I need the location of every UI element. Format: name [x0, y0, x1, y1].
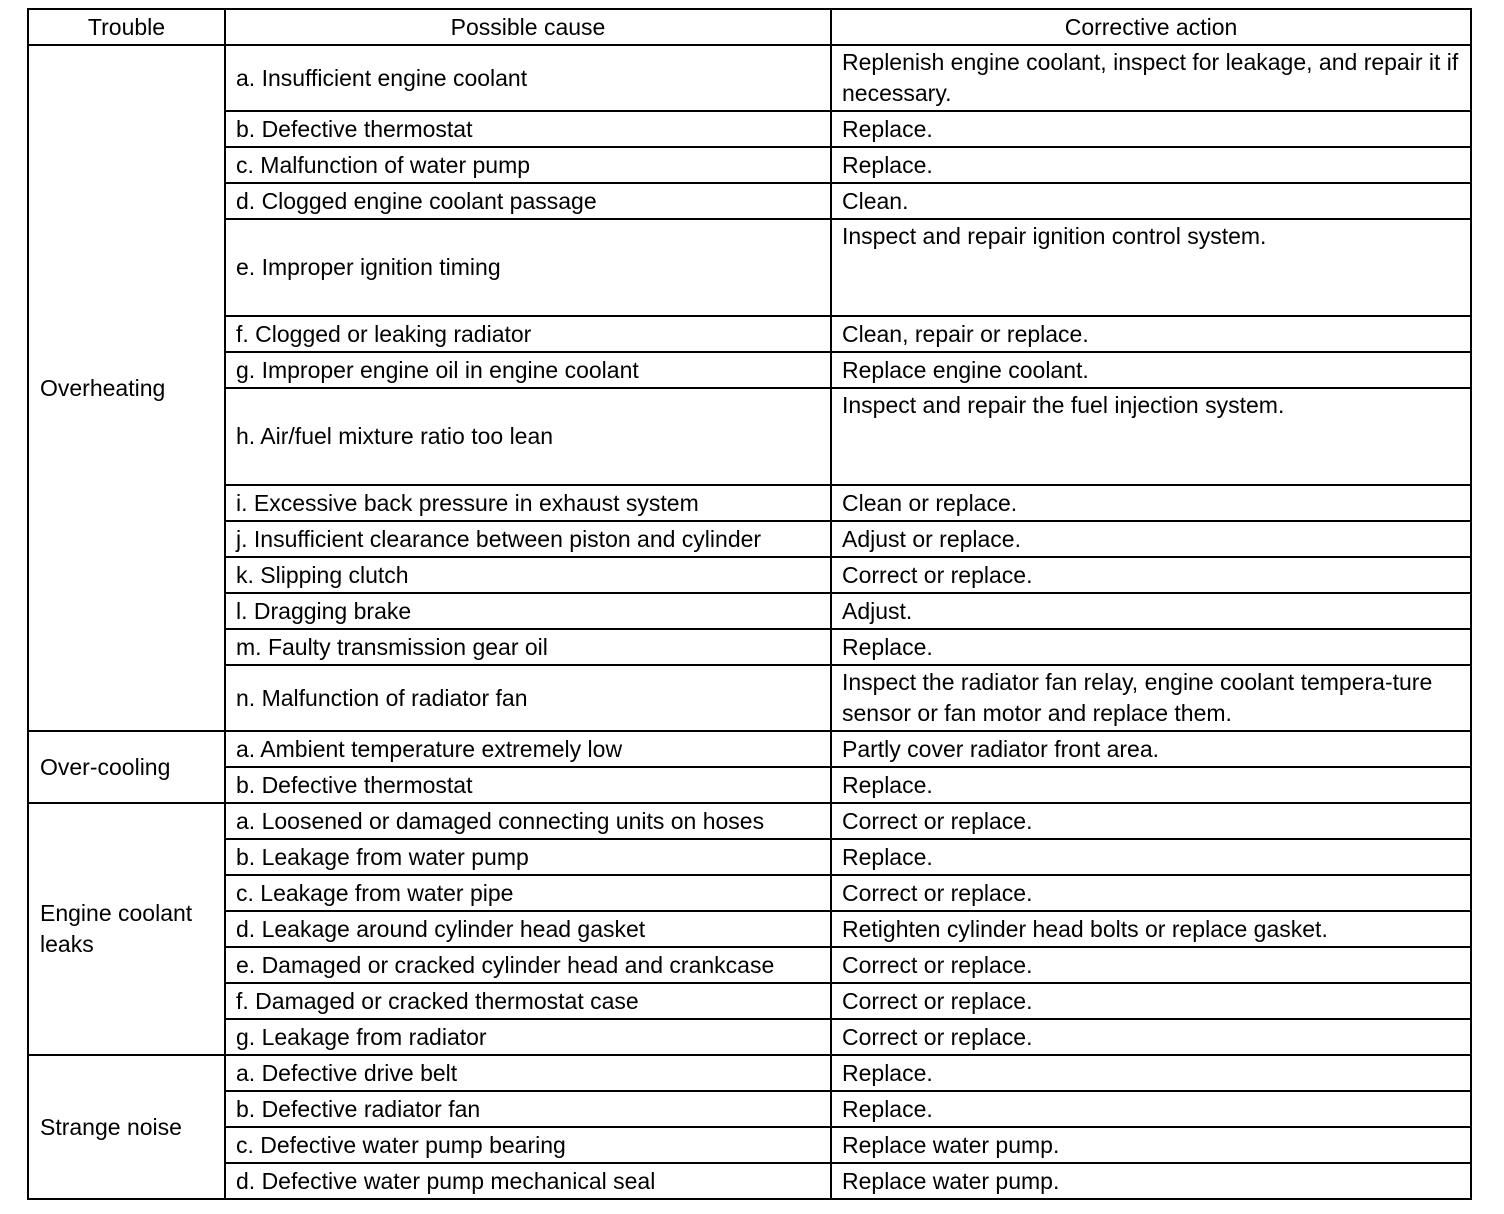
cause-cell: c. Defective water pump bearing	[225, 1127, 831, 1163]
cause-cell: m. Faulty transmission gear oil	[225, 629, 831, 665]
action-cell: Clean.	[831, 183, 1471, 219]
cause-cell: g. Improper engine oil in engine coolant	[225, 352, 831, 388]
table-row	[28, 111, 1471, 147]
trouble-strange-noise: Strange noise	[28, 1055, 225, 1199]
header-corrective-action: Corrective action	[831, 9, 1471, 45]
trouble-engine-coolant-leaks: Engine coolant leaks	[28, 803, 225, 1055]
action-cell: Adjust or replace.	[831, 521, 1471, 557]
action-cell: Clean, repair or replace.	[831, 316, 1471, 352]
cause-cell: b. Defective thermostat	[225, 767, 831, 803]
cause-cell: b. Defective radiator fan	[225, 1091, 831, 1127]
table-row	[28, 629, 1471, 665]
table-row	[28, 731, 1471, 767]
table-body	[28, 45, 1471, 1199]
cause-cell: e. Damaged or cracked cylinder head and crankcase	[225, 947, 831, 983]
action-cell: Adjust.	[831, 593, 1471, 629]
action-cell: Replace.	[831, 629, 1471, 665]
cause-cell: a. Loosened or damaged connecting units on hoses	[225, 803, 831, 839]
action-cell: Inspect and repair ignition control system.	[831, 219, 1471, 316]
action-cell: Replace.	[831, 111, 1471, 147]
table-row	[28, 875, 1471, 911]
cause-cell: c. Malfunction of water pump	[225, 147, 831, 183]
cause-cell: d. Defective water pump mechanical seal	[225, 1163, 831, 1199]
cause-cell: j. Insufficient clearance between piston and cylinder	[225, 521, 831, 557]
table-row	[28, 316, 1471, 352]
action-cell: Replace water pump.	[831, 1163, 1471, 1199]
cause-cell: b. Defective thermostat	[225, 111, 831, 147]
troubleshooting-table	[27, 8, 1472, 1200]
action-cell: Replace engine coolant.	[831, 352, 1471, 388]
cause-cell: a. Ambient temperature extremely low	[225, 731, 831, 767]
action-cell: Clean or replace.	[831, 485, 1471, 521]
table-row	[28, 947, 1471, 983]
table-row	[28, 557, 1471, 593]
action-cell: Correct or replace.	[831, 803, 1471, 839]
table-row	[28, 183, 1471, 219]
table-row	[28, 983, 1471, 1019]
header-possible-cause: Possible cause	[225, 9, 831, 45]
action-cell: Correct or replace.	[831, 1019, 1471, 1055]
cause-cell: a. Defective drive belt	[225, 1055, 831, 1091]
action-cell: Replace.	[831, 767, 1471, 803]
cause-cell: e. Improper ignition timing	[225, 219, 831, 316]
cause-cell: d. Clogged engine coolant passage	[225, 183, 831, 219]
table-row	[28, 1127, 1471, 1163]
cause-cell: f. Damaged or cracked thermostat case	[225, 983, 831, 1019]
action-cell: Replace water pump.	[831, 1127, 1471, 1163]
table-row	[28, 1019, 1471, 1055]
action-cell: Correct or replace.	[831, 947, 1471, 983]
cause-cell: b. Leakage from water pump	[225, 839, 831, 875]
action-cell: Inspect and repair the fuel injection system.	[831, 388, 1471, 485]
table-row	[28, 352, 1471, 388]
cause-cell: c. Leakage from water pipe	[225, 875, 831, 911]
trouble-over-cooling: Over-cooling	[28, 731, 225, 803]
table-row	[28, 521, 1471, 557]
action-cell: Correct or replace.	[831, 875, 1471, 911]
table-row	[28, 1055, 1471, 1091]
header-trouble: Trouble	[28, 9, 225, 45]
table-row	[28, 665, 1471, 731]
cause-cell: a. Insufficient engine coolant	[225, 45, 831, 111]
cause-cell: n. Malfunction of radiator fan	[225, 665, 831, 731]
cause-cell: i. Excessive back pressure in exhaust system	[225, 485, 831, 521]
cause-cell: f. Clogged or leaking radiator	[225, 316, 831, 352]
action-cell: Inspect the radiator fan relay, engine coolant tempera-ture sensor or fan motor and replace them.	[831, 665, 1471, 731]
action-cell: Replace.	[831, 1055, 1471, 1091]
table-row	[28, 219, 1471, 316]
action-cell: Replace.	[831, 147, 1471, 183]
action-cell: Partly cover radiator front area.	[831, 731, 1471, 767]
action-cell: Replace.	[831, 839, 1471, 875]
cause-cell: g. Leakage from radiator	[225, 1019, 831, 1055]
table-row	[28, 388, 1471, 485]
table-row	[28, 45, 1471, 111]
table-row	[28, 839, 1471, 875]
trouble-overheating: Overheating	[28, 45, 225, 731]
header-row	[28, 9, 1471, 45]
table-header	[28, 9, 1471, 45]
table-row	[28, 1163, 1471, 1199]
action-cell: Retighten cylinder head bolts or replace gasket.	[831, 911, 1471, 947]
table-row	[28, 593, 1471, 629]
cause-cell: d. Leakage around cylinder head gasket	[225, 911, 831, 947]
table-row	[28, 803, 1471, 839]
action-cell: Replenish engine coolant, inspect for leakage, and repair it if necessary.	[831, 45, 1471, 111]
cause-cell: h. Air/fuel mixture ratio too lean	[225, 388, 831, 485]
table-row	[28, 147, 1471, 183]
table-row	[28, 1091, 1471, 1127]
action-cell: Correct or replace.	[831, 557, 1471, 593]
table-row	[28, 485, 1471, 521]
cause-cell: l. Dragging brake	[225, 593, 831, 629]
action-cell: Replace.	[831, 1091, 1471, 1127]
table-row	[28, 911, 1471, 947]
table-row	[28, 767, 1471, 803]
cause-cell: k. Slipping clutch	[225, 557, 831, 593]
action-cell: Correct or replace.	[831, 983, 1471, 1019]
